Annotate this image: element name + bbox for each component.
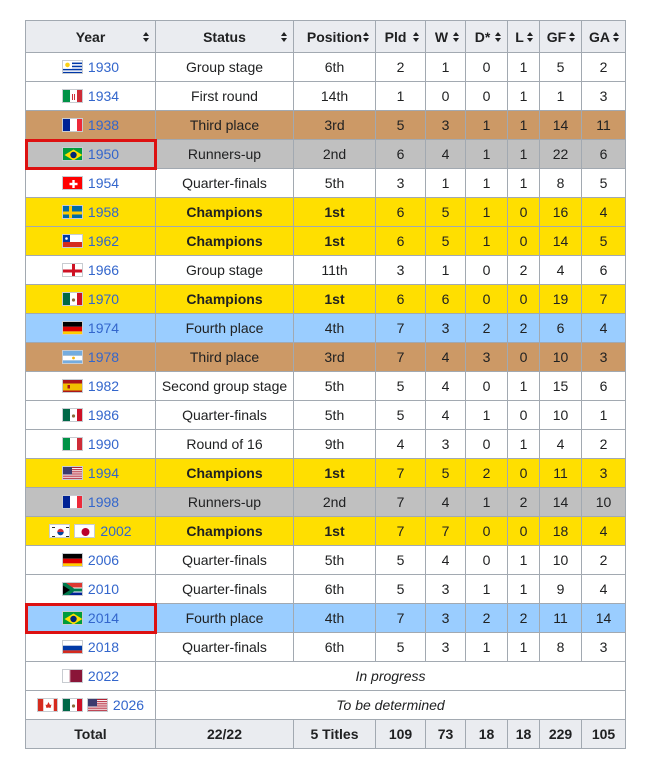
status-cell: Quarter-finals — [156, 575, 294, 604]
l-cell: 1 — [508, 111, 540, 140]
year-link[interactable]: 1954 — [87, 175, 120, 191]
mexico-flag-icon[interactable] — [62, 698, 83, 712]
position-cell: 3rd — [294, 111, 376, 140]
status-cell: Third place — [156, 111, 294, 140]
position-cell: 4th — [294, 314, 376, 343]
year-link[interactable]: 1950 — [87, 146, 120, 162]
year-cell — [26, 604, 156, 633]
w-cell: 1 — [426, 256, 466, 285]
table-row — [26, 488, 626, 517]
gf-cell: 8 — [540, 169, 582, 198]
ga-cell: 6 — [582, 372, 626, 401]
year-cell — [26, 488, 156, 517]
year-cell — [26, 430, 156, 459]
uruguay-flag-icon[interactable] — [62, 60, 83, 74]
w-cell: 1 — [426, 169, 466, 198]
germany-flag-icon[interactable] — [62, 553, 83, 567]
switzerland-flag-icon[interactable] — [62, 176, 83, 190]
w-cell: 6 — [426, 285, 466, 314]
position-cell: 14th — [294, 82, 376, 111]
world-cup-record-table — [25, 20, 626, 749]
d-cell: 3 — [466, 343, 508, 372]
d-cell: 1 — [466, 111, 508, 140]
position-cell: 6th — [294, 575, 376, 604]
table-row — [26, 459, 626, 488]
england-flag-icon[interactable] — [62, 263, 83, 277]
year-cell — [26, 53, 156, 82]
year-cell — [26, 169, 156, 198]
d-cell: 1 — [466, 227, 508, 256]
d-cell: 1 — [466, 169, 508, 198]
position-cell: 9th — [294, 430, 376, 459]
status-cell: Champions — [156, 198, 294, 227]
pld-cell: 4 — [376, 430, 426, 459]
year-link[interactable]: 1966 — [87, 262, 120, 278]
pld-cell: 5 — [376, 401, 426, 430]
gf-cell: 10 — [540, 546, 582, 575]
sort-arrows-icon[interactable] — [569, 32, 575, 42]
gf-cell: 6 — [540, 314, 582, 343]
pld-cell: 6 — [376, 285, 426, 314]
year-cell — [26, 633, 156, 662]
status-cell: Runners-up — [156, 140, 294, 169]
gf-cell: 15 — [540, 372, 582, 401]
sort-arrows-icon[interactable] — [495, 32, 501, 42]
table-row — [26, 256, 626, 285]
column-header-position[interactable]: Position — [294, 21, 376, 53]
ga-cell: 4 — [582, 517, 626, 546]
pld-cell: 7 — [376, 343, 426, 372]
ga-cell: 2 — [582, 546, 626, 575]
w-cell: 7 — [426, 517, 466, 546]
d-cell: 2 — [466, 459, 508, 488]
table-row — [26, 198, 626, 227]
position-cell: 2nd — [294, 488, 376, 517]
pld-cell: 2 — [376, 53, 426, 82]
france-flag-icon[interactable] — [62, 495, 83, 509]
pld-cell: 3 — [376, 169, 426, 198]
d-cell: 1 — [466, 198, 508, 227]
w-cell: 3 — [426, 314, 466, 343]
year-cell — [26, 575, 156, 604]
status-cell: Group stage — [156, 256, 294, 285]
position-cell: 6th — [294, 633, 376, 662]
ga-cell: 6 — [582, 140, 626, 169]
sort-arrows-icon[interactable] — [413, 32, 419, 42]
d-cell: 0 — [466, 53, 508, 82]
w-cell: 3 — [426, 604, 466, 633]
position-cell: 1st — [294, 227, 376, 256]
status-cell: Group stage — [156, 53, 294, 82]
year-cell — [26, 401, 156, 430]
column-header-w[interactable]: W — [426, 21, 466, 53]
year-cell — [26, 198, 156, 227]
ga-cell: 14 — [582, 604, 626, 633]
d-cell: 1 — [466, 140, 508, 169]
pld-cell: 7 — [376, 488, 426, 517]
l-cell: 0 — [508, 227, 540, 256]
w-cell: 4 — [426, 343, 466, 372]
total-d: 18 — [466, 720, 508, 749]
year-cell — [26, 111, 156, 140]
year-cell — [26, 372, 156, 401]
pld-cell: 7 — [376, 314, 426, 343]
france-flag-icon[interactable] — [62, 118, 83, 132]
d-cell: 1 — [466, 633, 508, 662]
year-link[interactable]: 1990 — [87, 436, 120, 452]
column-header-d[interactable]: D* — [466, 21, 508, 53]
year-cell — [26, 546, 156, 575]
position-cell: 3rd — [294, 343, 376, 372]
l-cell: 2 — [508, 604, 540, 633]
italy-kingdom-flag-icon[interactable] — [62, 89, 83, 103]
gf-cell: 22 — [540, 140, 582, 169]
gf-cell: 14 — [540, 227, 582, 256]
sort-arrows-icon[interactable] — [613, 32, 619, 42]
position-cell: 5th — [294, 546, 376, 575]
year-cell — [26, 140, 156, 169]
year-link[interactable]: 2022 — [87, 668, 120, 684]
d-cell: 0 — [466, 517, 508, 546]
sort-arrows-icon[interactable] — [281, 32, 287, 42]
table-row — [26, 111, 626, 140]
d-cell: 1 — [466, 488, 508, 517]
l-cell: 0 — [508, 459, 540, 488]
ga-cell: 5 — [582, 169, 626, 198]
l-cell: 1 — [508, 430, 540, 459]
south-africa-flag-icon[interactable] — [62, 582, 83, 596]
year-cell — [26, 691, 156, 720]
ga-cell: 2 — [582, 53, 626, 82]
status-cell: Quarter-finals — [156, 401, 294, 430]
pld-cell: 7 — [376, 459, 426, 488]
chile-flag-icon[interactable] — [62, 234, 83, 248]
l-cell: 1 — [508, 633, 540, 662]
d-cell: 0 — [466, 82, 508, 111]
year-link[interactable]: 1982 — [87, 378, 120, 394]
table-row — [26, 575, 626, 604]
year-link[interactable]: 1998 — [87, 494, 120, 510]
table-row — [26, 517, 626, 546]
sort-arrows-icon[interactable] — [453, 32, 459, 42]
pld-cell: 6 — [376, 198, 426, 227]
year-link[interactable]: 1970 — [87, 291, 120, 307]
pld-cell: 5 — [376, 633, 426, 662]
l-cell: 1 — [508, 82, 540, 111]
column-header-pld[interactable]: Pld — [376, 21, 426, 53]
status-cell: Champions — [156, 459, 294, 488]
d-cell: 0 — [466, 430, 508, 459]
status-cell: Fourth place — [156, 604, 294, 633]
column-header-l[interactable]: L — [508, 21, 540, 53]
table-row — [26, 285, 626, 314]
table-row — [26, 546, 626, 575]
pld-cell: 7 — [376, 604, 426, 633]
position-cell: 1st — [294, 517, 376, 546]
total-pld: 109 — [376, 720, 426, 749]
gf-cell: 8 — [540, 633, 582, 662]
status-cell: Champions — [156, 285, 294, 314]
pld-cell: 7 — [376, 517, 426, 546]
table-row — [26, 430, 626, 459]
ga-cell: 2 — [582, 430, 626, 459]
l-cell: 2 — [508, 256, 540, 285]
total-row — [26, 720, 626, 749]
spain-flag-icon[interactable] — [62, 379, 83, 393]
year-link[interactable]: 2006 — [87, 552, 120, 568]
sort-arrows-icon[interactable] — [527, 32, 533, 42]
d-cell: 0 — [466, 256, 508, 285]
ga-cell: 5 — [582, 227, 626, 256]
year-cell — [26, 343, 156, 372]
argentina-flag-icon[interactable] — [62, 350, 83, 364]
ga-cell: 1 — [582, 401, 626, 430]
pld-cell: 5 — [376, 372, 426, 401]
pld-cell: 1 — [376, 82, 426, 111]
usa-flag-icon[interactable] — [87, 698, 108, 712]
header-row — [26, 21, 626, 53]
status-cell: Fourth place — [156, 314, 294, 343]
qatar-flag-icon[interactable] — [62, 669, 83, 683]
sort-arrows-icon[interactable] — [143, 32, 149, 42]
gf-cell: 10 — [540, 343, 582, 372]
l-cell: 1 — [508, 53, 540, 82]
position-cell: 1st — [294, 285, 376, 314]
l-cell: 1 — [508, 372, 540, 401]
pld-cell: 3 — [376, 256, 426, 285]
column-header-status[interactable]: Status — [156, 21, 294, 53]
position-cell: 5th — [294, 401, 376, 430]
year-cell — [26, 256, 156, 285]
ga-cell: 11 — [582, 111, 626, 140]
year-cell — [26, 227, 156, 256]
status-cell: Quarter-finals — [156, 546, 294, 575]
l-cell: 1 — [508, 546, 540, 575]
w-cell: 0 — [426, 82, 466, 111]
l-cell: 2 — [508, 314, 540, 343]
status-cell: Runners-up — [156, 488, 294, 517]
gf-cell: 4 — [540, 430, 582, 459]
w-cell: 4 — [426, 488, 466, 517]
table-row — [26, 169, 626, 198]
w-cell: 5 — [426, 198, 466, 227]
position-cell: 11th — [294, 256, 376, 285]
year-link[interactable]: 1978 — [87, 349, 120, 365]
table-row — [26, 604, 626, 633]
gf-cell: 11 — [540, 604, 582, 633]
year-link[interactable]: 1934 — [87, 88, 120, 104]
gf-cell: 19 — [540, 285, 582, 314]
russia-flag-icon[interactable] — [62, 640, 83, 654]
status-cell: Champions — [156, 227, 294, 256]
west-germany-flag-icon[interactable] — [62, 321, 83, 335]
gf-cell: 18 — [540, 517, 582, 546]
position-cell: 1st — [294, 198, 376, 227]
year-link[interactable]: 1938 — [87, 117, 120, 133]
d-cell: 0 — [466, 285, 508, 314]
w-cell: 5 — [426, 459, 466, 488]
position-cell: 6th — [294, 53, 376, 82]
mexico-flag-icon[interactable] — [62, 292, 83, 306]
position-cell: 1st — [294, 459, 376, 488]
w-cell: 3 — [426, 633, 466, 662]
year-cell — [26, 517, 156, 546]
year-cell — [26, 82, 156, 111]
sort-arrows-icon[interactable] — [363, 32, 369, 42]
gf-cell: 9 — [540, 575, 582, 604]
table-row — [26, 401, 626, 430]
south-korea-flag-icon[interactable] — [49, 524, 70, 538]
position-cell: 5th — [294, 169, 376, 198]
year-link[interactable]: 1930 — [87, 59, 120, 75]
year-link[interactable]: 1974 — [87, 320, 120, 336]
column-header-ga[interactable]: GA — [582, 21, 626, 53]
d-cell: 0 — [466, 546, 508, 575]
ga-cell: 3 — [582, 343, 626, 372]
year-cell — [26, 459, 156, 488]
brazil-flag-icon[interactable] — [62, 147, 83, 161]
year-cell — [26, 314, 156, 343]
l-cell: 0 — [508, 343, 540, 372]
l-cell: 1 — [508, 575, 540, 604]
ga-cell: 3 — [582, 633, 626, 662]
w-cell: 3 — [426, 111, 466, 140]
ga-cell: 6 — [582, 256, 626, 285]
w-cell: 4 — [426, 372, 466, 401]
status-cell: First round — [156, 82, 294, 111]
w-cell: 4 — [426, 401, 466, 430]
status-note: In progress — [156, 662, 626, 691]
total-ga: 105 — [582, 720, 626, 749]
ga-cell: 3 — [582, 82, 626, 111]
ga-cell: 3 — [582, 459, 626, 488]
table-row — [26, 372, 626, 401]
pld-cell: 5 — [376, 111, 426, 140]
table-row — [26, 633, 626, 662]
d-cell: 0 — [466, 372, 508, 401]
table-row — [26, 691, 626, 720]
year-link[interactable]: 2014 — [87, 610, 120, 626]
total-l: 18 — [508, 720, 540, 749]
l-cell: 1 — [508, 140, 540, 169]
gf-cell: 14 — [540, 111, 582, 140]
l-cell: 0 — [508, 198, 540, 227]
gf-cell: 5 — [540, 53, 582, 82]
pld-cell: 5 — [376, 546, 426, 575]
position-cell: 2nd — [294, 140, 376, 169]
status-note: To be determined — [156, 691, 626, 720]
pld-cell: 5 — [376, 575, 426, 604]
year-cell — [26, 662, 156, 691]
l-cell: 0 — [508, 517, 540, 546]
position-cell: 4th — [294, 604, 376, 633]
gf-cell: 4 — [540, 256, 582, 285]
w-cell: 5 — [426, 227, 466, 256]
year-cell — [26, 285, 156, 314]
total-position: 5 Titles — [294, 720, 376, 749]
japan-flag-icon[interactable] — [74, 524, 95, 538]
total-gf: 229 — [540, 720, 582, 749]
d-cell: 2 — [466, 604, 508, 633]
year-link[interactable]: 1986 — [87, 407, 120, 423]
d-cell: 2 — [466, 314, 508, 343]
table-row — [26, 314, 626, 343]
column-header-year[interactable]: Year — [26, 21, 156, 53]
status-cell: Round of 16 — [156, 430, 294, 459]
table-row — [26, 227, 626, 256]
w-cell: 3 — [426, 430, 466, 459]
l-cell: 2 — [508, 488, 540, 517]
gf-cell: 14 — [540, 488, 582, 517]
gf-cell: 16 — [540, 198, 582, 227]
total-label: Total — [26, 720, 156, 749]
position-cell: 5th — [294, 372, 376, 401]
status-cell: Second group stage — [156, 372, 294, 401]
w-cell: 4 — [426, 140, 466, 169]
ga-cell: 10 — [582, 488, 626, 517]
gf-cell: 1 — [540, 82, 582, 111]
table-row — [26, 53, 626, 82]
italy-flag-icon[interactable] — [62, 437, 83, 451]
year-link[interactable]: 1958 — [87, 204, 120, 220]
status-cell: Quarter-finals — [156, 633, 294, 662]
w-cell: 4 — [426, 546, 466, 575]
w-cell: 1 — [426, 53, 466, 82]
ga-cell: 7 — [582, 285, 626, 314]
gf-cell: 10 — [540, 401, 582, 430]
mexico-flag-icon[interactable] — [62, 408, 83, 422]
sweden-flag-icon[interactable] — [62, 205, 83, 219]
year-link[interactable]: 2026 — [112, 697, 145, 713]
pld-cell: 6 — [376, 227, 426, 256]
gf-cell: 11 — [540, 459, 582, 488]
table-row — [26, 662, 626, 691]
status-cell: Third place — [156, 343, 294, 372]
ga-cell: 4 — [582, 575, 626, 604]
status-cell: Champions — [156, 517, 294, 546]
w-cell: 3 — [426, 575, 466, 604]
table-row — [26, 343, 626, 372]
total-w: 73 — [426, 720, 466, 749]
ga-cell: 4 — [582, 198, 626, 227]
year-link[interactable]: 2018 — [87, 639, 120, 655]
usa-flag-icon[interactable] — [62, 466, 83, 480]
ga-cell: 4 — [582, 314, 626, 343]
column-header-gf[interactable]: GF — [540, 21, 582, 53]
year-link[interactable]: 1962 — [87, 233, 120, 249]
pld-cell: 6 — [376, 140, 426, 169]
total-status: 22/22 — [156, 720, 294, 749]
status-cell: Quarter-finals — [156, 169, 294, 198]
brazil-flag-icon[interactable] — [62, 611, 83, 625]
canada-flag-icon[interactable] — [37, 698, 58, 712]
l-cell: 0 — [508, 285, 540, 314]
d-cell: 1 — [466, 401, 508, 430]
l-cell: 0 — [508, 401, 540, 430]
l-cell: 1 — [508, 169, 540, 198]
table-row — [26, 140, 626, 169]
year-link[interactable]: 2010 — [87, 581, 120, 597]
year-link[interactable]: 2002 — [100, 523, 132, 539]
d-cell: 1 — [466, 575, 508, 604]
table-row — [26, 82, 626, 111]
year-link[interactable]: 1994 — [87, 465, 120, 481]
